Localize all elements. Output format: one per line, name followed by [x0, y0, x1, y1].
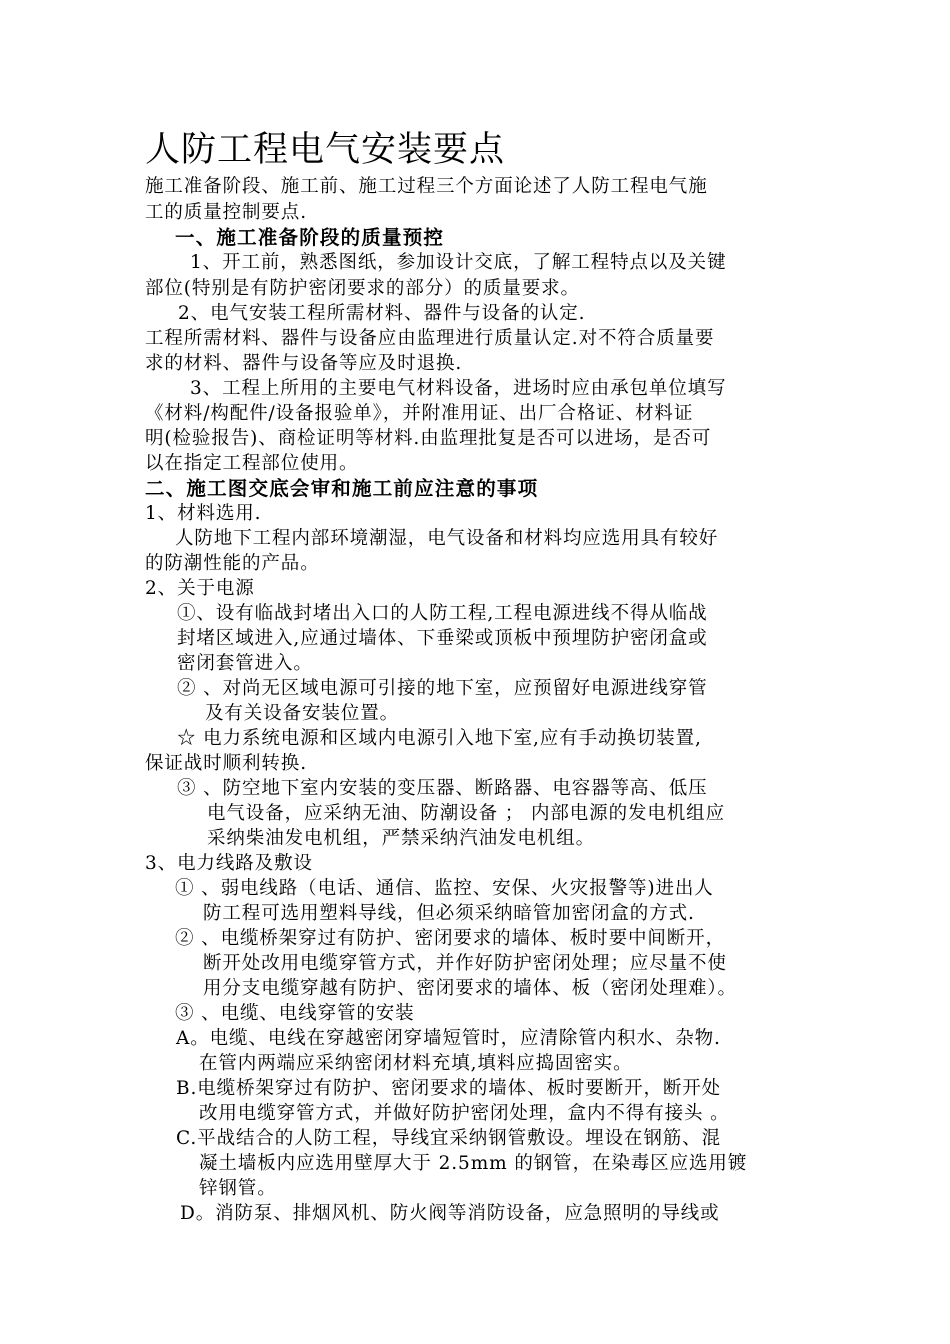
paragraph-line: 电气设备，应采纳无油、防潮设备 ； 内部电源的发电机组应 [207, 803, 725, 824]
paragraph-line: 防工程可选用塑料导线，但必须采纳暗管加密闭盒的方式. [203, 903, 695, 924]
paragraph-line: 3、工程上所用的主要电气材料设备，进场时应由承包单位填写 [190, 378, 727, 399]
paragraph-line: 保证战时顺利转换. [145, 753, 307, 774]
paragraph-line: ③ 、防空地下室内安装的变压器、断路器、电容器等高、低压 [177, 778, 708, 799]
paragraph-line: 求的材料、器件与设备等应及时退换. [145, 353, 463, 374]
section-heading-1: 一、施工准备阶段的质量预控 [175, 226, 445, 249]
intro-line-2: 工的质量控制要点. [145, 202, 307, 223]
paragraph-line: 2、电气安装工程所需材料、器件与设备的认定. [178, 303, 586, 324]
paragraph-line: 采纳柴油发电机组，严禁采纳汽油发电机组。 [207, 828, 596, 849]
paragraph-line: A。电缆、电线在穿越密闭穿墙短管时，应清除管内积水、杂物. [176, 1028, 721, 1049]
paragraph-line: 1、开工前，熟悉图纸，参加设计交底，了解工程特点以及关键 [190, 252, 727, 273]
paragraph-line: D。消防泵、排烟风机、防火阀等消防设备，应急照明的导线或 [180, 1203, 720, 1224]
document-title: 人防工程电气安装要点 [145, 130, 506, 170]
paragraph-line: 断开处改用电缆穿管方式，并作好防护密闭处理；应尽量不使 [203, 953, 727, 974]
paragraph-line: ③ 、电缆、电线穿管的安装 [175, 1003, 415, 1024]
paragraph-line: 及有关设备安装位置。 [205, 703, 400, 724]
paragraph-line: C.平战结合的人防工程，导线宜采纳钢管敷设。埋设在钢筋、混 [176, 1128, 721, 1149]
paragraph-line: 明(检验报告)、商检证明等材料.由监理批复是否可以进场，是否可 [145, 428, 712, 449]
paragraph-line: ① 、弱电线路（电话、通信、监控、安保、火灾报警等)进出人 [175, 878, 714, 899]
intro-line-1: 施工准备阶段、施工前、施工过程三个方面论述了人防工程电气施 [145, 176, 708, 197]
paragraph-line: 以在指定工程部位使用。 [145, 453, 359, 474]
paragraph-line: 改用电缆穿管方式，并做好防护密闭处理，盒内不得有接头 。 [199, 1103, 730, 1124]
paragraph-line: 2、关于电源 [145, 578, 255, 599]
paragraph-line: 1、材料选用. [145, 503, 262, 524]
paragraph-line: ①、设有临战封堵出入口的人防工程,工程电源进线不得从临战 [177, 603, 708, 624]
paragraph-line: 封堵区域进入,应通过墙体、下垂梁或顶板中预埋防护密闭盒或 [177, 628, 708, 649]
paragraph-line: 凝土墙板内应选用壁厚大于 2.5mm 的钢管，在染毒区应选用镀 [199, 1153, 748, 1174]
paragraph-line: 《材料/构配件/设备报验单》，并附准用证、出厂合格证、材料证 [145, 403, 694, 424]
paragraph-line: 3、电力线路及敷设 [145, 853, 313, 874]
paragraph-line: B.电缆桥架穿过有防护、密闭要求的墙体、板时要断开，断开处 [176, 1078, 722, 1099]
paragraph-line: 部位(特别是有防护密闭要求的部分）的质量要求。 [145, 278, 580, 299]
paragraph-line: 密闭套管进入。 [177, 653, 313, 674]
paragraph-line: ☆ 电力系统电源和区域内电源引入地下室,应有手动换切装置, [177, 728, 702, 749]
paragraph-line: ② 、电缆桥架穿过有防护、密闭要求的墙体、板时要中间断开， [175, 928, 725, 949]
paragraph-line: 工程所需材料、器件与设备应由监理进行质量认定.对不符合质量要 [145, 328, 715, 349]
section-heading-2: 二、施工图交底会审和施工前应注意的事项 [145, 477, 539, 500]
paragraph-line: 在管内两端应采纳密闭材料充填,填料应捣固密实。 [199, 1053, 633, 1074]
paragraph-line: 用分支电缆穿越有防护、密闭要求的墙体、板（密闭处理难）。 [203, 978, 737, 999]
paragraph-line: 锌钢管。 [199, 1178, 277, 1199]
paragraph-line: 的防潮性能的产品。 [145, 553, 320, 574]
paragraph-line: 人防地下工程内部环境潮湿，电气设备和材料均应选用具有较好 [175, 528, 719, 549]
paragraph-line: ② 、对尚无区域电源可引接的地下室，应预留好电源进线穿管 [177, 678, 708, 699]
